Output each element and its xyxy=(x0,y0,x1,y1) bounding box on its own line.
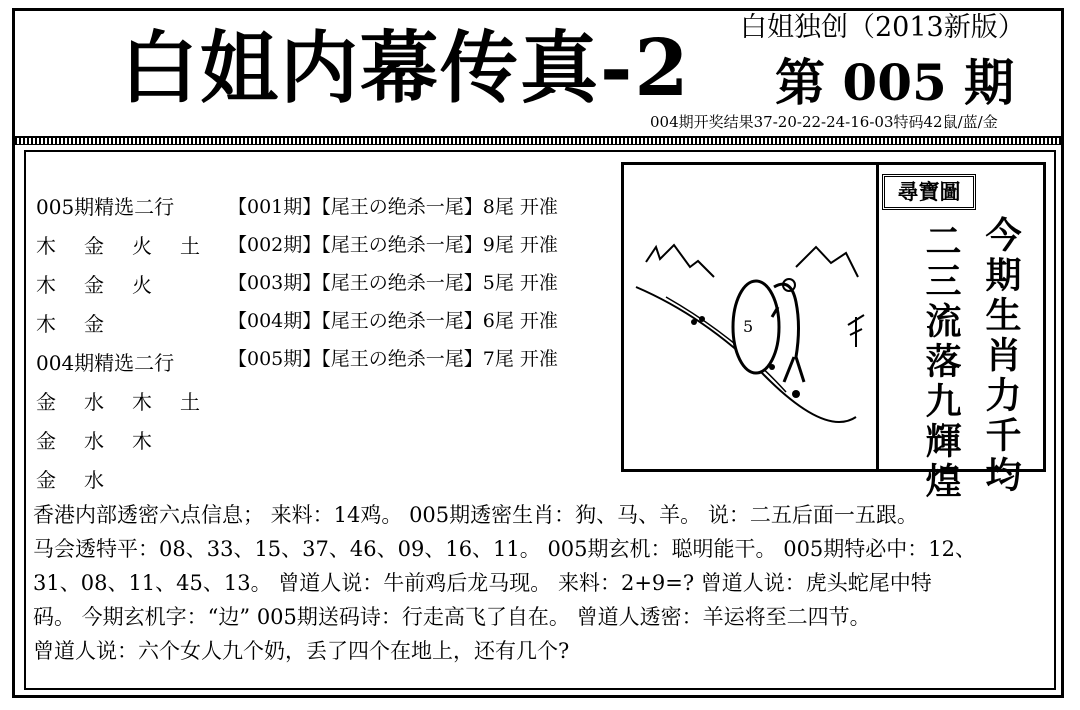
pick-row: 木 金 xyxy=(36,312,104,336)
poem-line-left: 二三流落九輝煌 xyxy=(920,222,962,502)
treasure-map-label: 尋寶圖 xyxy=(882,174,976,210)
pick-row: 金 水 木 土 xyxy=(36,390,200,414)
tail-row: 【002期】【尾王の绝杀一尾】9尾 开准 xyxy=(228,234,558,256)
info-line: 马会透特平：08、33、15、37、46、09、16、11。 005期玄机：聪明能干。 005期特必中：12、 xyxy=(33,537,977,561)
pic-divider xyxy=(876,162,879,472)
tail-row: 【004期】【尾王の绝杀一尾】6尾 开准 xyxy=(228,310,558,332)
pick-row: 木 金 火 土 xyxy=(36,234,200,258)
pick-heading: 005期精选二行 xyxy=(36,195,175,219)
issue-number: 第 005 期 xyxy=(775,53,1015,112)
tail-predictions xyxy=(228,188,558,378)
poem-line-right: 今期生肖力千均 xyxy=(980,216,1022,496)
treasure-illustration xyxy=(626,167,876,467)
info-line: 香港内部透密六点信息； 来料：14鸡。 005期透密生肖：狗、马、羊。 说：二五后面一五跟。 xyxy=(33,503,918,527)
pick-heading: 004期精选二行 xyxy=(36,351,175,375)
page-title: 白姐内幕传真-2 xyxy=(120,23,691,114)
pick-row: 金 水 xyxy=(36,468,104,492)
info-line: 曾道人说：六个女人九个奶，丢了四个在地上，还有几个? xyxy=(33,639,570,663)
tail-row: 【001期】【尾王の绝杀一尾】8尾 开准 xyxy=(228,196,558,218)
tail-row: 【003期】【尾王の绝杀一尾】5尾 开准 xyxy=(228,272,558,294)
brand-label: 白姐独创（2013新版） xyxy=(740,12,1025,43)
svg-text:5: 5 xyxy=(743,317,754,336)
info-paragraph xyxy=(33,498,1049,668)
previous-results: 004期开奖结果37-20-22-24-16-03特码42鼠/蓝/金 xyxy=(650,113,998,131)
element-picks xyxy=(36,188,228,500)
pick-row: 金 水 木 xyxy=(36,429,152,453)
pick-row: 木 金 火 xyxy=(36,273,152,297)
divider-rule xyxy=(15,136,1061,145)
tail-row: 【005期】【尾王の绝杀一尾】7尾 开准 xyxy=(228,348,558,370)
info-line: 31、08、11、45、13。 曾道人说：牛前鸡后龙马现。 来料：2+9=? 曾道人说：虎头蛇尾中特 xyxy=(33,571,932,595)
info-line: 码。 今期玄机字：“边” 005期送码诗：行走高飞了自在。 曾道人透密：羊运将至二四节。 xyxy=(33,605,871,629)
